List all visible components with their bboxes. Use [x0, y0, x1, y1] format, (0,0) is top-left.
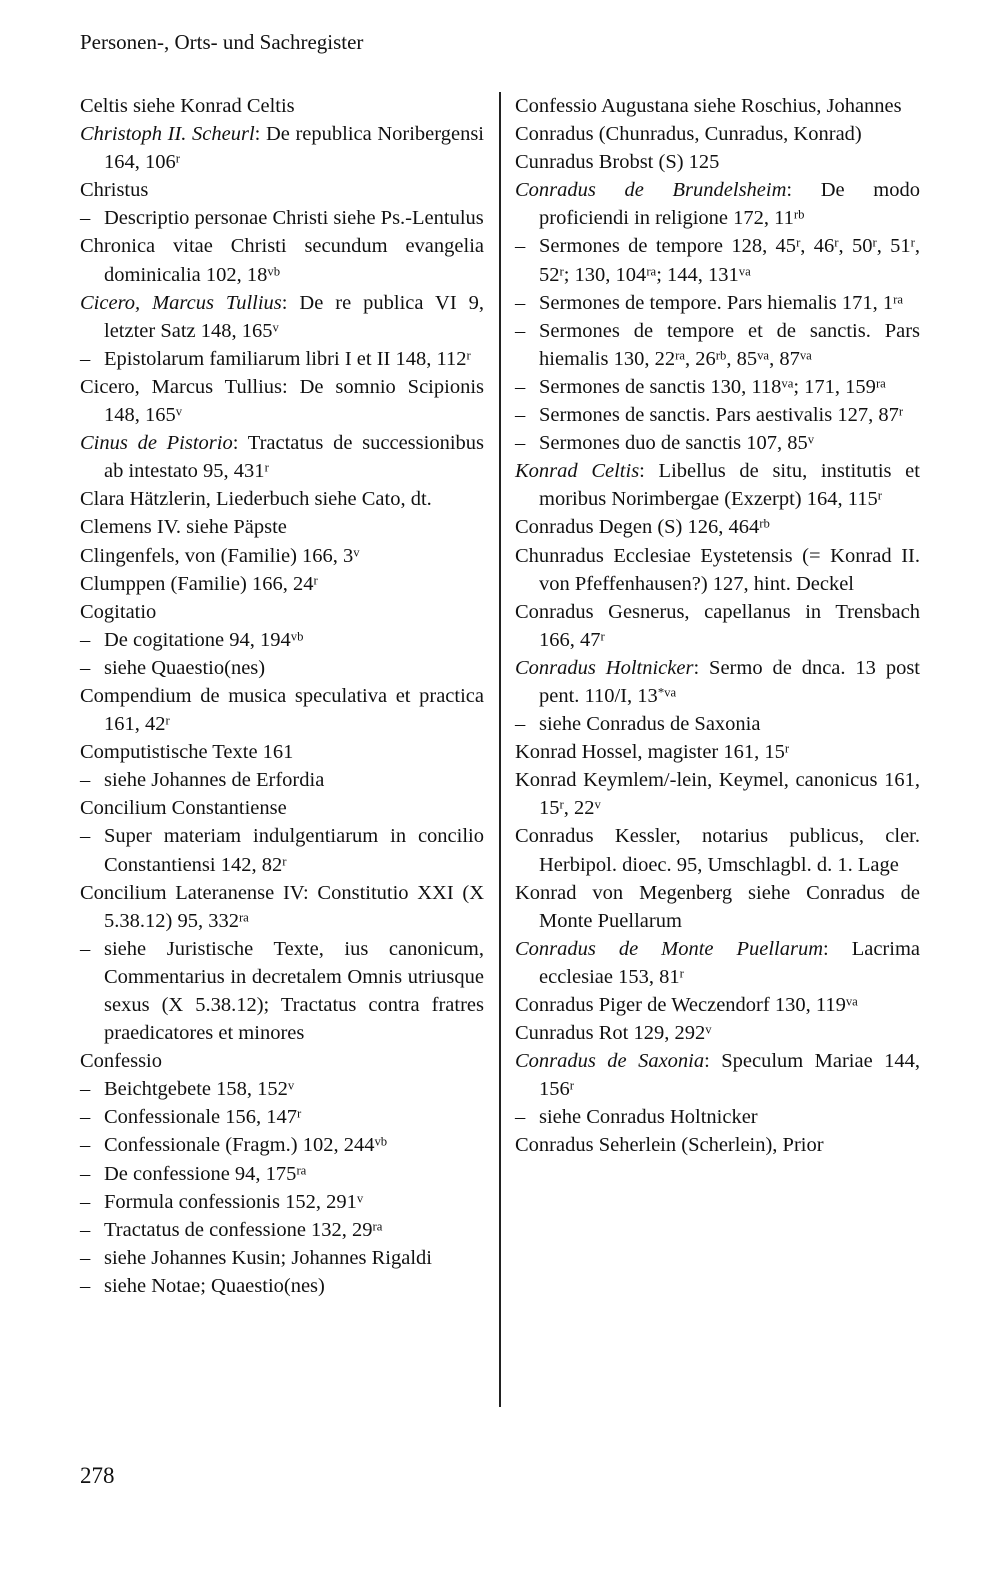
entry-text: Cunradus Rot 129, 292$^v$: [515, 1022, 712, 1045]
entry-text: Conradus de Monte Puellarum: Lacrima ecclesiae 153, 81$^r$: [515, 937, 920, 988]
entry-text: Computistische Texte 161: [80, 741, 294, 764]
running-header: Personen-, Orts- und Sachregister: [80, 30, 364, 54]
index-entry: [515, 822, 920, 878]
index-subentry: [80, 1272, 484, 1300]
index-entry: [80, 289, 484, 345]
entry-text: Conradus Degen (S) 126, $464^{rb}$: [515, 516, 770, 539]
subentry-dash: –: [80, 347, 91, 370]
index-subentry: [80, 654, 484, 682]
index-entry: [80, 373, 484, 429]
entry-text: Christoph II. Scheurl: De republica Noribergensi 164, 106$^r$: [80, 123, 484, 174]
index-subentry: [515, 429, 920, 457]
subentry-dash: –: [515, 291, 526, 314]
entry-text: siehe Notae; Quaestio(nes): [104, 1274, 325, 1297]
index-subentry: [80, 1244, 484, 1272]
entry-text: Konrad Hossel, magister 161, 15$^r$: [515, 741, 790, 764]
index-entry: [515, 879, 920, 935]
index-subentry: [515, 373, 920, 401]
index-entry: [515, 598, 920, 654]
entry-text: Konrad Celtis: Libellus de situ, institutis et moribus Norimbergae (Exzerpt) 164, 115$^r$: [515, 460, 920, 511]
entry-text: Conradus de Brundelsheim: De modo proficiendi in religione 172, $11^{rb}$: [515, 179, 920, 230]
entry-text: Concilium Lateranense IV: Constitutio XXI (X 5.38.12) 95, $332^{ra}$: [80, 881, 484, 932]
entry-text: Conradus Holtnicker: Sermo de dnca. 13 post pent. 110/I, $13^{*va}$: [515, 656, 920, 707]
index-subentry: [80, 1131, 484, 1159]
entry-text: Sermones de sanctis. Pars aestivalis 127, 87$^r$: [539, 404, 904, 427]
entry-text: De confessione 94, $175^{ra}$: [104, 1162, 307, 1185]
entry-text: Clumppen (Familie) 166, 24$^r$: [80, 572, 318, 595]
index-column-left: [80, 92, 484, 1300]
entry-text: Sermones de tempore 128, 45$^r$, 46$^r$, 50$^r$, 51$^r$, 52$^r$; 130, $104^{ra}$; 144, $131^{va}$: [539, 235, 921, 286]
entry-text: Clingenfels, von (Familie) 166, 3$^v$: [80, 544, 360, 567]
index-entry: [80, 598, 484, 626]
index-entry: [515, 513, 920, 541]
entry-text: Super materiam indulgentiarum in concilio Constantiensi 142, 82$^r$: [104, 825, 484, 876]
index-entry: [515, 457, 920, 513]
index-subentry: [80, 345, 484, 373]
subentry-dash: –: [80, 1106, 91, 1129]
index-entry: [80, 794, 484, 822]
entry-text: Celtis siehe Konrad Celtis: [80, 95, 295, 117]
index-entry: [80, 542, 484, 570]
index-entry: [515, 1019, 920, 1047]
subentry-dash: –: [80, 628, 91, 651]
entry-text: Formula confessionis 152, 291$^v$: [104, 1190, 364, 1213]
entry-text: Beichtgebete 158, 152$^v$: [104, 1078, 295, 1101]
subentry-dash: –: [80, 1274, 91, 1297]
index-subentry: [515, 710, 920, 738]
subentry-dash: –: [80, 937, 91, 960]
index-subentry: [80, 766, 484, 794]
subentry-dash: –: [80, 1218, 91, 1241]
subentry-dash: –: [80, 1134, 91, 1157]
entry-text: Confessio Augustana siehe Roschius, Johannes: [515, 95, 902, 117]
index-subentry: [80, 822, 484, 878]
entry-text: Confessionale 156, 147$^r$: [104, 1106, 302, 1129]
index-subentry: [80, 626, 484, 654]
entry-text: Cicero, Marcus Tullius: De re publica VI 9, letzter Satz 148, 165$^v$: [80, 291, 484, 342]
entry-text: Tractatus de confessione 132, $29^{ra}$: [104, 1218, 383, 1241]
subentry-dash: –: [80, 1078, 91, 1101]
index-entry: [515, 176, 920, 232]
index-subentry: [80, 1160, 484, 1188]
entry-text: Conradus Piger de Weczendorf 130, $119^{va}$: [515, 994, 858, 1016]
entry-text: Conradus de Saxonia: Speculum Mariae 144, 156$^r$: [515, 1050, 920, 1101]
subentry-dash: –: [80, 769, 91, 792]
index-entry: [80, 485, 484, 513]
index-entry: [515, 148, 920, 176]
index-entry: [515, 120, 920, 148]
index-entry: [515, 935, 920, 991]
entry-text: Conradus Kessler, notarius publicus, cler. Herbipol. dioec. 95, Umschlagbl. d. 1. Lage: [515, 825, 920, 876]
entry-text: Clemens IV. siehe Päpste: [80, 516, 287, 539]
page-number: 278: [80, 1463, 115, 1488]
index-entry: [80, 429, 484, 485]
entry-text: Concilium Constantiense: [80, 797, 287, 820]
entry-text: Cogitatio: [80, 600, 157, 623]
entry-text: Sermones duo de sanctis 107, 85$^v$: [539, 432, 815, 455]
index-entry: [515, 766, 920, 822]
entry-text: Chunradus Ecclesiae Eystetensis (= Konrad II. von Pfeffenhausen?) 127, hint. Deckel: [515, 544, 920, 595]
subentry-dash: –: [80, 825, 91, 848]
index-entry: [80, 120, 484, 176]
subentry-dash: –: [515, 404, 526, 427]
entry-text: Christus: [80, 179, 149, 202]
index-entry: [80, 92, 484, 120]
entry-text: Cunradus Brobst (S) 125: [515, 151, 720, 174]
entry-text: Cinus de Pistorio: Tractatus de successionibus ab intestato 95, 431$^r$: [80, 432, 484, 483]
subentry-dash: –: [515, 375, 526, 398]
index-subentry: [515, 289, 920, 317]
entry-text: Chronica vitae Christi secundum evangelia dominicalia 102, $18^{vb}$: [80, 235, 484, 286]
index-entry: [515, 542, 920, 598]
entry-text: Conradus (Chunradus, Cunradus, Konrad): [515, 123, 862, 146]
index-subentry: [515, 232, 920, 288]
entry-text: Descriptio personae Christi siehe Ps.-Lentulus: [104, 207, 484, 230]
subentry-dash: –: [515, 713, 526, 736]
index-entry: [80, 879, 484, 935]
index-entry: [515, 1131, 920, 1159]
index-entry: [515, 991, 920, 1019]
subentry-dash: –: [515, 432, 526, 455]
entry-text: De cogitatione 94, $194^{vb}$: [104, 628, 304, 651]
subentry-dash: –: [515, 235, 526, 258]
index-entry: [515, 654, 920, 710]
index-subentry: [80, 1216, 484, 1244]
index-entry: [80, 513, 484, 541]
index-subentry: [80, 1188, 484, 1216]
entry-text: siehe Juristische Texte, ius canonicum, Commentarius in decretalem Omnis utriusque sexus (X 5.38.12); Tractatus contra fratres praedicatores et minores: [104, 937, 484, 1045]
entry-text: siehe Johannes Kusin; Johannes Rigaldi: [104, 1246, 432, 1269]
index-entry: [80, 570, 484, 598]
index-subentry: [80, 935, 484, 1047]
entry-text: Epistolarum familiarum libri I et II 148, 112$^r$: [104, 347, 471, 370]
index-subentry: [515, 317, 920, 373]
entry-text: siehe Conradus Holtnicker: [539, 1106, 758, 1129]
index-subentry: [80, 204, 484, 232]
subentry-dash: –: [80, 1246, 91, 1269]
column-divider: [499, 92, 501, 1407]
index-entry: [515, 92, 920, 120]
subentry-dash: –: [80, 656, 91, 679]
entry-text: Clara Hätzlerin, Liederbuch siehe Cato, dt.: [80, 488, 432, 511]
subentry-dash: –: [80, 1162, 91, 1185]
subentry-dash: –: [515, 319, 526, 342]
entry-text: Cicero, Marcus Tullius: De somnio Scipionis 148, 165$^v$: [80, 375, 484, 427]
entry-text: siehe Johannes de Erfordia: [104, 769, 325, 792]
entry-text: Sermones de tempore. Pars hiemalis 171, $1^{ra}$: [539, 291, 904, 314]
entry-text: Conradus Seherlein (Scherlein), Prior: [515, 1134, 824, 1157]
entry-text: Conradus Gesnerus, capellanus in Trensbach 166, 47$^r$: [515, 600, 920, 651]
index-subentry: [515, 401, 920, 429]
entry-text: siehe Quaestio(nes): [104, 656, 266, 679]
entry-text: Confessionale (Fragm.) 102, $244^{vb}$: [104, 1134, 388, 1157]
entry-text: Sermones de sanctis 130, $118^{va}$; 171, $159^{ra}$: [539, 375, 886, 398]
subentry-dash: –: [80, 1190, 91, 1213]
index-entry: [80, 682, 484, 738]
index-entry: [515, 738, 920, 766]
entry-text: siehe Conradus de Saxonia: [539, 713, 761, 736]
entry-text: Konrad von Megenberg siehe Conradus de Monte Puellarum: [515, 881, 920, 932]
index-subentry: [515, 1103, 920, 1131]
entry-text: Compendium de musica speculativa et practica 161, 42$^r$: [80, 684, 484, 736]
index-entry: [80, 1047, 484, 1075]
entry-text: Sermones de tempore et de sanctis. Pars hiemalis 130, $22^{ra}$, $26^{rb}$, $85^{va}$, $87^{va}$: [539, 319, 920, 370]
index-subentry: [80, 1103, 484, 1131]
index-entry: [80, 232, 484, 288]
entry-text: Konrad Keymlem/-lein, Keymel, canonicus 161, 15$^r$, 22$^v$: [515, 769, 920, 820]
index-column-right: [515, 92, 920, 1160]
index-subentry: [80, 1075, 484, 1103]
entry-text: Confessio: [80, 1050, 162, 1073]
subentry-dash: –: [80, 207, 91, 230]
index-entry: [80, 176, 484, 204]
subentry-dash: –: [515, 1106, 526, 1129]
index-entry: [515, 1047, 920, 1103]
index-entry: [80, 738, 484, 766]
